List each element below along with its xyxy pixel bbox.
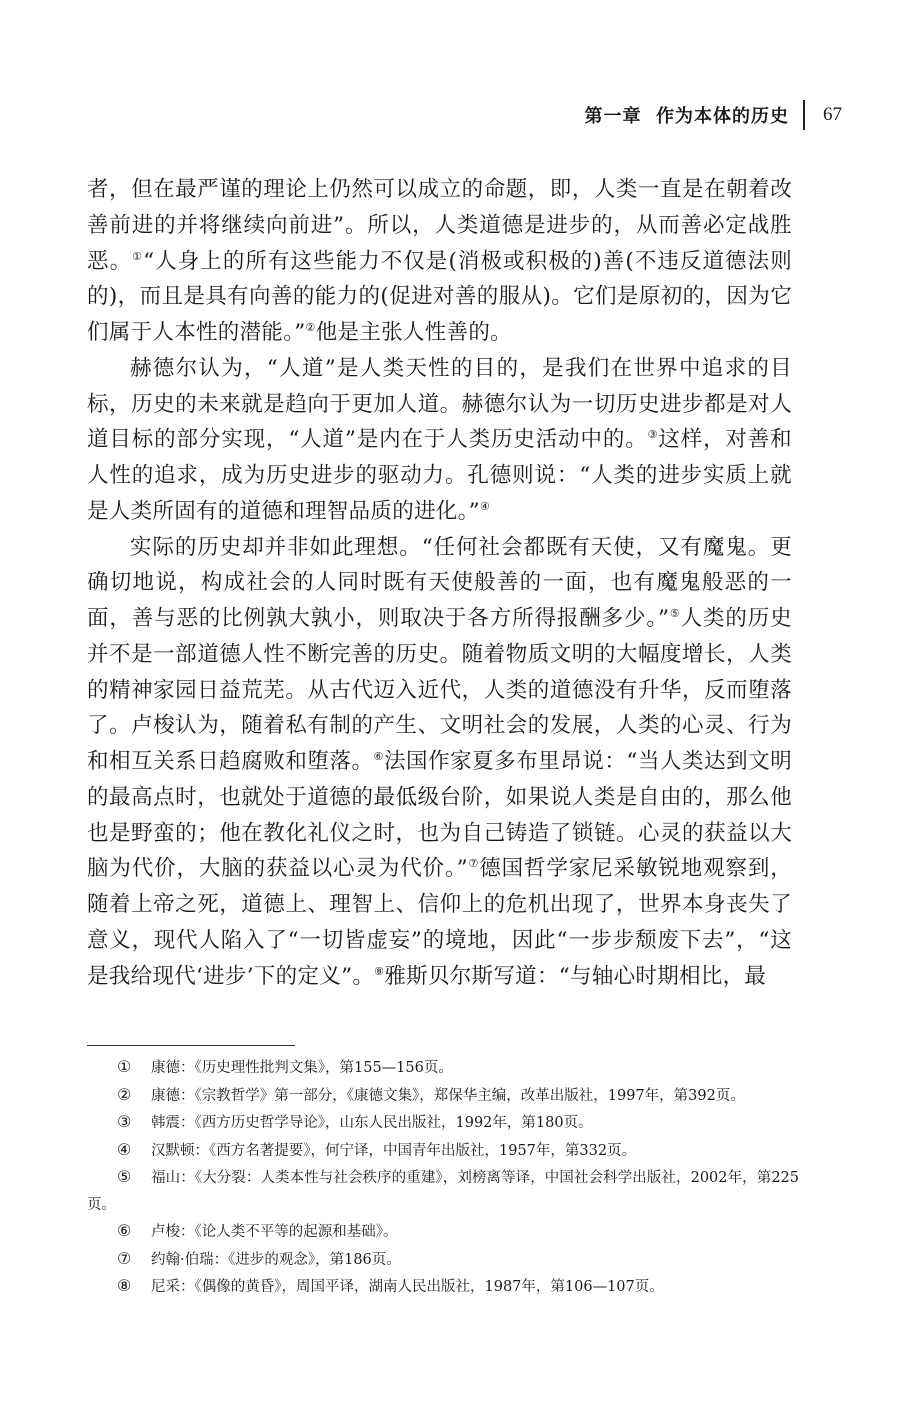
footnote-text: 尼采：《偶像的黄昏》，周国平译，湖南人民出版社，1987年，第106—107页。 (151, 1279, 664, 1295)
footnote-text: 汉默顿：《西方名著提要》，何宁译，中国青年出版社，1957年，第332页。 (151, 1142, 637, 1159)
paragraph-text: 实际的历史却并非如此理想。“任何社会都既有天使，又有魔鬼。更确切地说，构成社会的人同时既有天使般善的一面，也有魔鬼般恶的一面，善与恶的比例孰大孰小，则取决于各方所得报酬多少。” (87, 534, 792, 631)
footnote-reference[interactable]: ⑧ (374, 964, 385, 978)
footnote-text: 康德：《历史理性批判文集》，第155—156页。 (151, 1060, 453, 1076)
body-paragraph (87, 530, 792, 995)
footnote (87, 1273, 799, 1301)
footnote-number: ⑧ (117, 1276, 132, 1295)
footnote-reference[interactable]: ⑥ (373, 750, 384, 763)
footnote-reference[interactable]: ① (132, 249, 144, 263)
paragraph-text: 雅斯贝尔斯写道：“与轴心时期相比，最 (384, 963, 767, 989)
paragraph-text: 德国哲学家尼采敏锐地观察到，随着上帝之死，道德上、理智上、信仰上的危机出现了，世界本身丧失了意义，现代人陷入了“一切皆虚妄”的境地，因此“一步步颓废下去”，“这是我给现代‘进步’下的定义”。 (87, 856, 793, 989)
running-header (584, 100, 842, 130)
chapter-title: 第一章 作为本体的历史 (584, 106, 789, 127)
body-paragraph (87, 351, 792, 530)
paragraph-text: 法国作家夏多布里昂说：“当人类达到文明的最高点时，也就处于道德的最低级台阶，如果说人类是自由的，那么他也是野蛮的；他在教化礼仪之时，也为自己铸造了锁链。心灵的获益以大脑为代价，大脑的获益以心灵为代价。” (87, 749, 792, 882)
paragraph-text: 人类的历史并不是一部道德人性不断完善的历史。随着物质文明的大幅度增长，人类的精神家园日益荒芜。从古代迈入近代，人类的道德没有升华，反而堕落了。卢梭认为，随着私有制的产生、文明社会的发展，人类的心灵、行为和相互关系日趋腐败和堕落。 (87, 606, 792, 774)
header-divider (803, 100, 805, 130)
footnote (87, 1082, 799, 1110)
footnote-number: ② (117, 1084, 132, 1104)
footnote-rule (87, 1045, 295, 1046)
footnote-text: 康德：《宗教哲学》第一部分，《康德文集》，郑保华主编，改革出版社，1997年，第392页。 (151, 1087, 745, 1104)
footnote (87, 1054, 799, 1082)
footnote-text: 约翰·伯瑞：《进步的观念》，第186页。 (151, 1251, 401, 1268)
footnote (87, 1109, 799, 1137)
footnote-reference[interactable]: ③ (647, 428, 659, 442)
footnote (87, 1246, 799, 1274)
footnote-text: 卢梭：《论人类不平等的起源和基础》。 (151, 1224, 398, 1240)
footnote-reference[interactable]: ② (305, 321, 316, 334)
footnote-reference[interactable]: ⑦ (467, 857, 480, 871)
footnote-number: ① (117, 1057, 132, 1076)
footnote (87, 1137, 799, 1165)
footnote-number: ③ (117, 1112, 132, 1131)
footnotes (87, 1054, 799, 1301)
footnote-number: ④ (117, 1139, 132, 1159)
footnote-number: ⑤ (117, 1167, 132, 1186)
footnote-number: ⑥ (117, 1221, 132, 1240)
footnote (87, 1164, 799, 1218)
paragraph-text: “人身上的所有这些能力不仅是(消极或积极的)善(不违反道德法则的)，而且是具有向善的能力的(促进对善的服从)。它们是原初的，因为它们属于人本性的潜能。” (87, 248, 792, 345)
footnote-text: 韩震：《西方历史哲学导论》，山东人民出版社，1992年，第180页。 (151, 1115, 593, 1131)
paragraph-text: 赫德尔认为，“人道”是人类天性的目的，是我们在世界中追求的目标，历史的未来就是趋向于更加人道。赫德尔认为一切历史进步都是对人道目标的部分实现，“人道”是内在于人类历史活动中的。 (87, 355, 792, 453)
paragraph-text: 这样，对善和人性的追求，成为历史进步的驱动力。孔德则说：“人类的进步实质上就是人类所固有的道德和理智品质的进化。” (87, 427, 792, 524)
page-number: 67 (823, 104, 842, 125)
footnote-text: 福山：《大分裂：人类本性与社会秩序的重建》，刘榜离等译，中国社会科学出版社，2002年，第225页。 (87, 1170, 799, 1213)
footnote (87, 1218, 799, 1246)
paragraph-text: 者，但在最严谨的理论上仍然可以成立的命题，即，人类一直是在朝着改善前进的并将继续向前进”。所以，人类道德是进步的，从而善必定战胜恶。 (87, 177, 792, 274)
footnote-reference[interactable]: ⑤ (669, 607, 681, 620)
footnote-number: ⑦ (117, 1248, 132, 1268)
body-paragraph (87, 172, 792, 351)
paragraph-text: 他是主张人性善的。 (315, 320, 512, 345)
body-text (87, 172, 792, 994)
footnote-reference[interactable]: ④ (479, 499, 491, 513)
